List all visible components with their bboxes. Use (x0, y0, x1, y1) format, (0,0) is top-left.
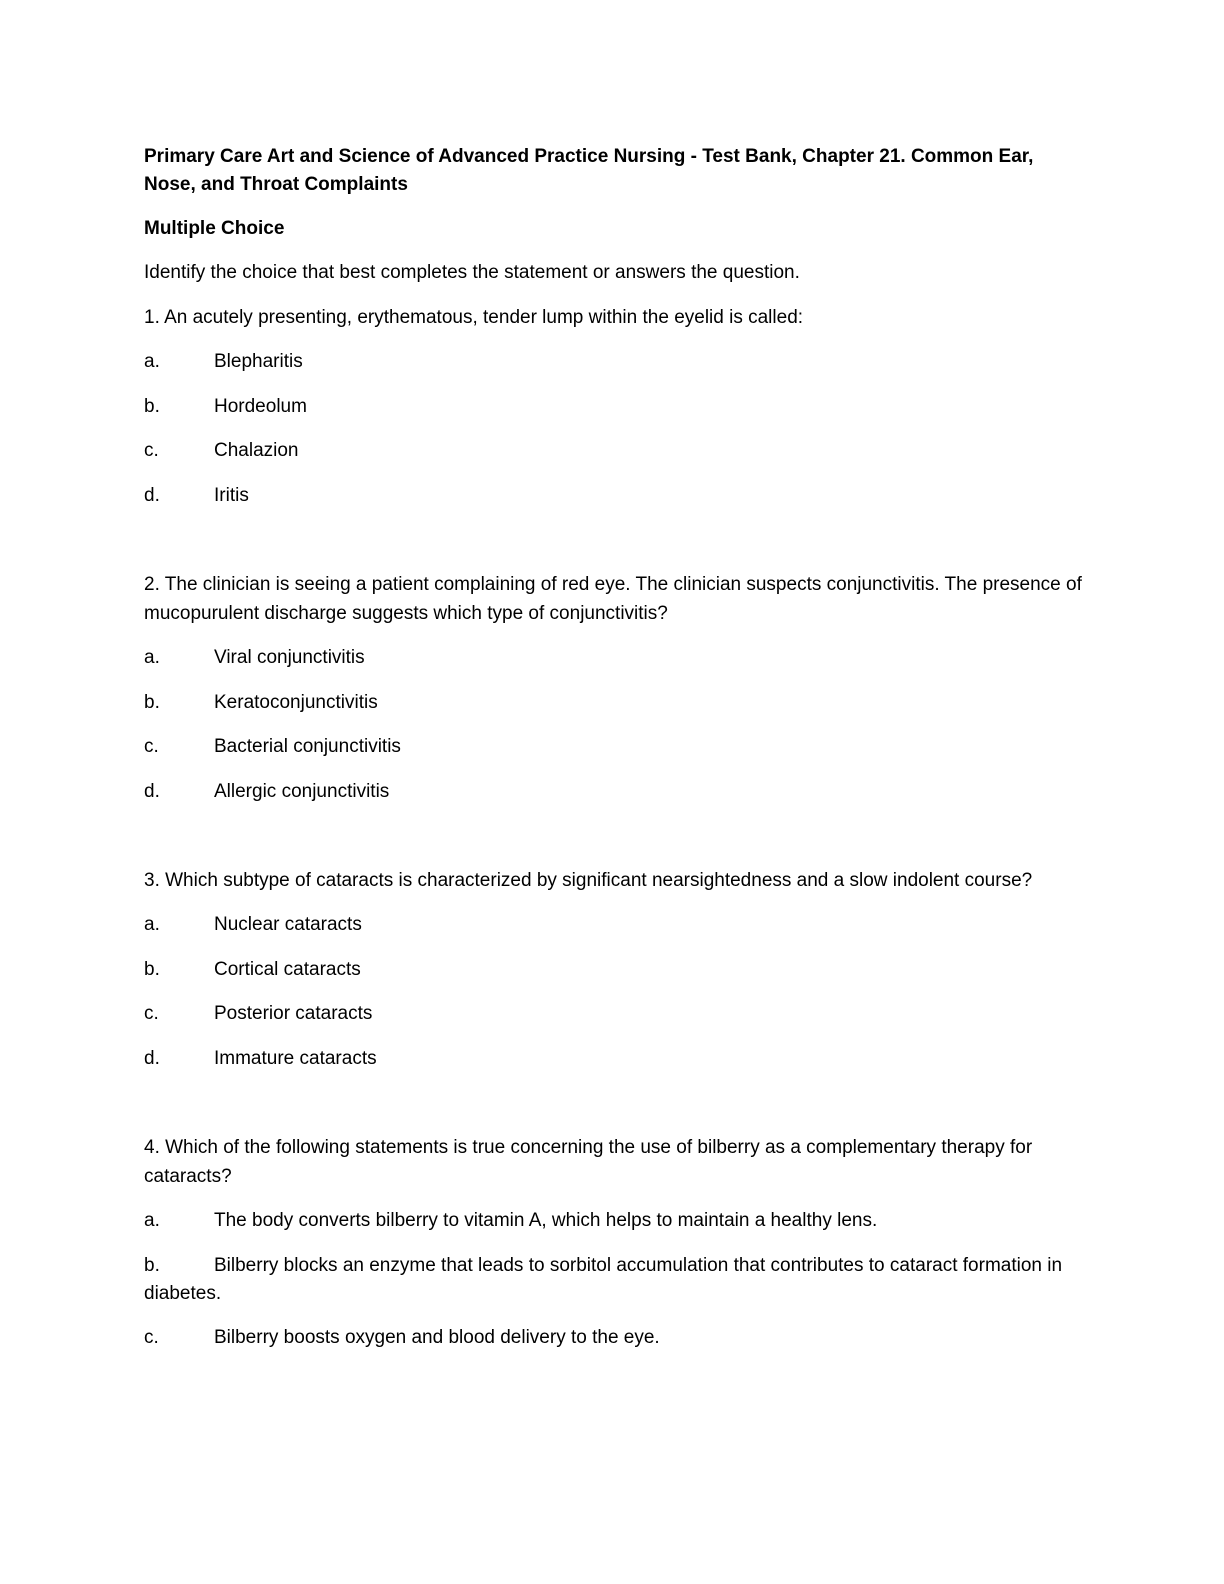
answer-option (144, 778, 1084, 806)
question-stem: 2. The clinician is seeing a patient complaining of red eye. The clinician suspects conjunctivitis. The presence of mucopurulent discharge suggests which type of conjunctivitis? (144, 574, 1082, 624)
option-letter: c. (144, 440, 159, 461)
option-text: Allergic conjunctivitis (214, 780, 390, 802)
option-text: Bacterial conjunctivitis (214, 736, 401, 757)
answer-option (144, 393, 1084, 421)
option-letter: b. (144, 958, 160, 980)
answer-option (144, 733, 1084, 761)
answer-option (144, 1252, 1084, 1308)
option-text: The body converts bilberry to vitamin A, which helps to maintain a healthy lens. (214, 1210, 878, 1231)
answer-option (144, 644, 1084, 672)
answer-option (144, 482, 1084, 510)
answer-option (144, 911, 1084, 939)
option-text: Cortical cataracts (214, 958, 361, 980)
option-letter: a. (144, 914, 160, 935)
option-letter: a. (144, 647, 160, 668)
answer-option (144, 1045, 1084, 1073)
answer-option (144, 1000, 1084, 1028)
option-letter: b. (144, 691, 160, 713)
option-letter: d. (144, 484, 160, 506)
option-text: Blepharitis (214, 351, 303, 372)
question-spacer (144, 1089, 1084, 1133)
answer-option (144, 689, 1084, 717)
instructions: Identify the choice that best completes the statement or answers the question. (144, 262, 800, 283)
option-letter: b. (144, 1254, 160, 1276)
question-stem: 3. Which subtype of cataracts is characterized by significant nearsightedness and a slow indolent course? (144, 870, 1033, 891)
section-heading: Multiple Choice (144, 218, 285, 239)
question-2 (144, 570, 1084, 806)
option-text: Hordeolum (214, 395, 307, 417)
answer-option (144, 1207, 1084, 1235)
question-stem: 4. Which of the following statements is true concerning the use of bilberry as a complementary therapy for cataracts? (144, 1137, 1033, 1187)
option-letter: a. (144, 351, 160, 372)
question-stem: 1. An acutely presenting, erythematous, tender lump within the eyelid is called: (144, 307, 804, 328)
option-text: Bilberry blocks an enzyme that leads to sorbitol accumulation that contributes to cataract formation in diabetes. (144, 1254, 1063, 1304)
option-text: Immature cataracts (214, 1047, 377, 1069)
question-3 (144, 866, 1084, 1073)
option-letter: a. (144, 1210, 160, 1231)
option-text: Nuclear cataracts (214, 914, 362, 935)
question-spacer (144, 822, 1084, 866)
option-text: Viral conjunctivitis (214, 647, 365, 668)
option-letter: c. (144, 1327, 159, 1348)
question-1 (144, 303, 1084, 510)
answer-option (144, 348, 1084, 376)
option-letter: b. (144, 395, 160, 417)
option-text: Posterior cataracts (214, 1003, 373, 1024)
answer-option (144, 1324, 1084, 1352)
option-text: Iritis (214, 484, 249, 506)
option-letter: c. (144, 1003, 159, 1024)
option-letter: d. (144, 1047, 160, 1069)
answer-option (144, 956, 1084, 984)
option-text: Keratoconjunctivitis (214, 691, 378, 713)
option-letter: d. (144, 780, 160, 802)
question-4 (144, 1133, 1084, 1352)
document-page (144, 143, 1084, 1369)
document-title: Primary Care Art and Science of Advanced Practice Nursing - Test Bank, Chapter 21. Common Ear, Nose, and Throat Complaints (144, 146, 1034, 195)
question-spacer (144, 526, 1084, 570)
option-text: Chalazion (214, 440, 299, 461)
answer-option (144, 437, 1084, 465)
option-letter: c. (144, 736, 159, 757)
option-text: Bilberry boosts oxygen and blood delivery to the eye. (214, 1327, 660, 1348)
